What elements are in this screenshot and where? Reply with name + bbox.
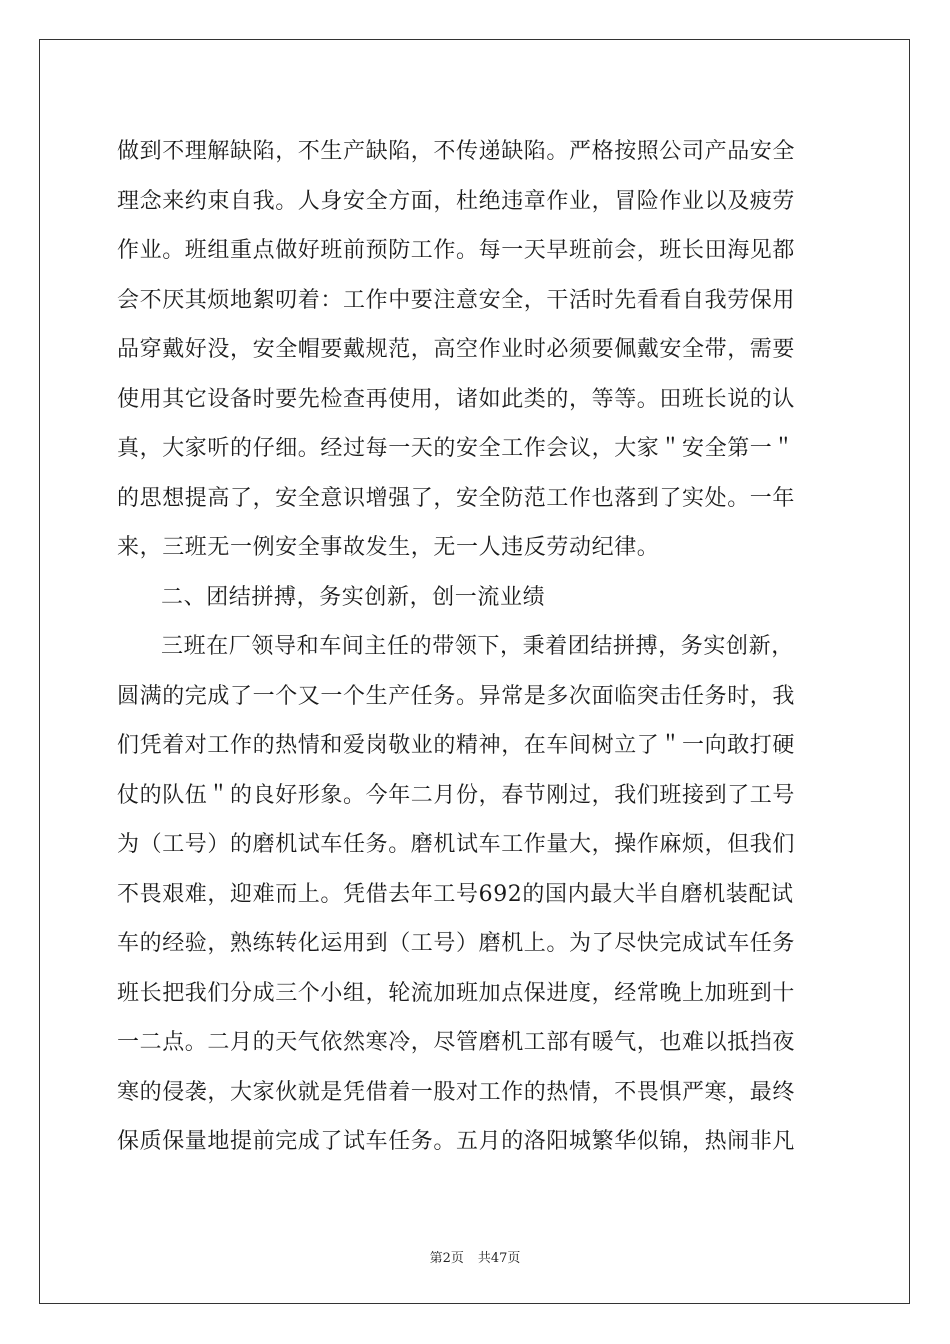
page-footer [0, 1247, 950, 1266]
text-line: 来，三班无一例安全事故发生，无一人违反劳动纪律。 [117, 535, 660, 560]
text-line: 为（工号）的磨机试车任务。磨机试车工作量大，操作麻烦，但我们 [117, 832, 796, 857]
text-line: 理念来约束自我。人身安全方面，杜绝违章作业，冒险作业以及疲劳 [117, 188, 796, 214]
text-line: 一二点。二月的天气依然寒冷，尽管磨机工部有暖气，也难以抵挡夜 [117, 1030, 796, 1055]
text-line: 保质保量地提前完成了试车任务。五月的洛阳城繁华似锦，热闹非凡 [117, 1129, 796, 1154]
text-line: 作业。班组重点做好班前预防工作。每一天早班前会，班长田海见都 [117, 238, 796, 263]
page-number: 第2页 [429, 1251, 464, 1266]
text-line: 圆满的完成了一个又一个生产任务。异常是多次面临突击任务时，我 [117, 683, 796, 709]
text-line: 车的经验，熟练转化运用到（工号）磨机上。为了尽快完成试车任务 [117, 931, 796, 956]
text-line: 的思想提高了，安全意识增强了，安全防范工作也落到了实处。一年 [117, 485, 796, 511]
document-body [117, 127, 833, 1167]
text-line: 使用其它设备时要先检查再使用，诸如此类的，等等。田班长说的认 [117, 386, 796, 412]
text-line: 们凭着对工作的热情和爱岗敬业的精神，在车间树立了＂一向敢打硬 [117, 733, 796, 758]
text-line: 不畏艰难，迎难而上。凭借去年工号692的国内最大半自磨机装配试 [117, 881, 794, 907]
text-line: 仗的队伍＂的良好形象。今年二月份，春节刚过，我们班接到了工号 [117, 782, 796, 808]
total-pages: 共47页 [477, 1251, 521, 1266]
text-line: 三班在厂领导和车间主任的带领下，秉着团结拼搏，务实创新， [161, 634, 794, 659]
text-line: 会不厌其烦地絮叨着：工作中要注意安全，干活时先看看自我劳保用 [117, 287, 796, 313]
text-line: 真，大家听的仔细。经过每一天的安全工作会议，大家＂安全第一＂ [117, 436, 796, 461]
text-line: 做到不理解缺陷，不生产缺陷，不传递缺陷。严格按照公司产品安全 [117, 139, 796, 164]
section-heading: 二、团结拼搏，务实创新，创一流业绩 [161, 584, 546, 610]
text-line: 品穿戴好没，安全帽要戴规范，高空作业时必须要佩戴安全带，需要 [117, 337, 796, 362]
text-line: 班长把我们分成三个小组，轮流加班加点保进度，经常晚上加班到十 [117, 980, 796, 1006]
text-line: 寒的侵袭，大家伙就是凭借着一股对工作的热情，不畏惧严寒，最终 [117, 1079, 796, 1105]
